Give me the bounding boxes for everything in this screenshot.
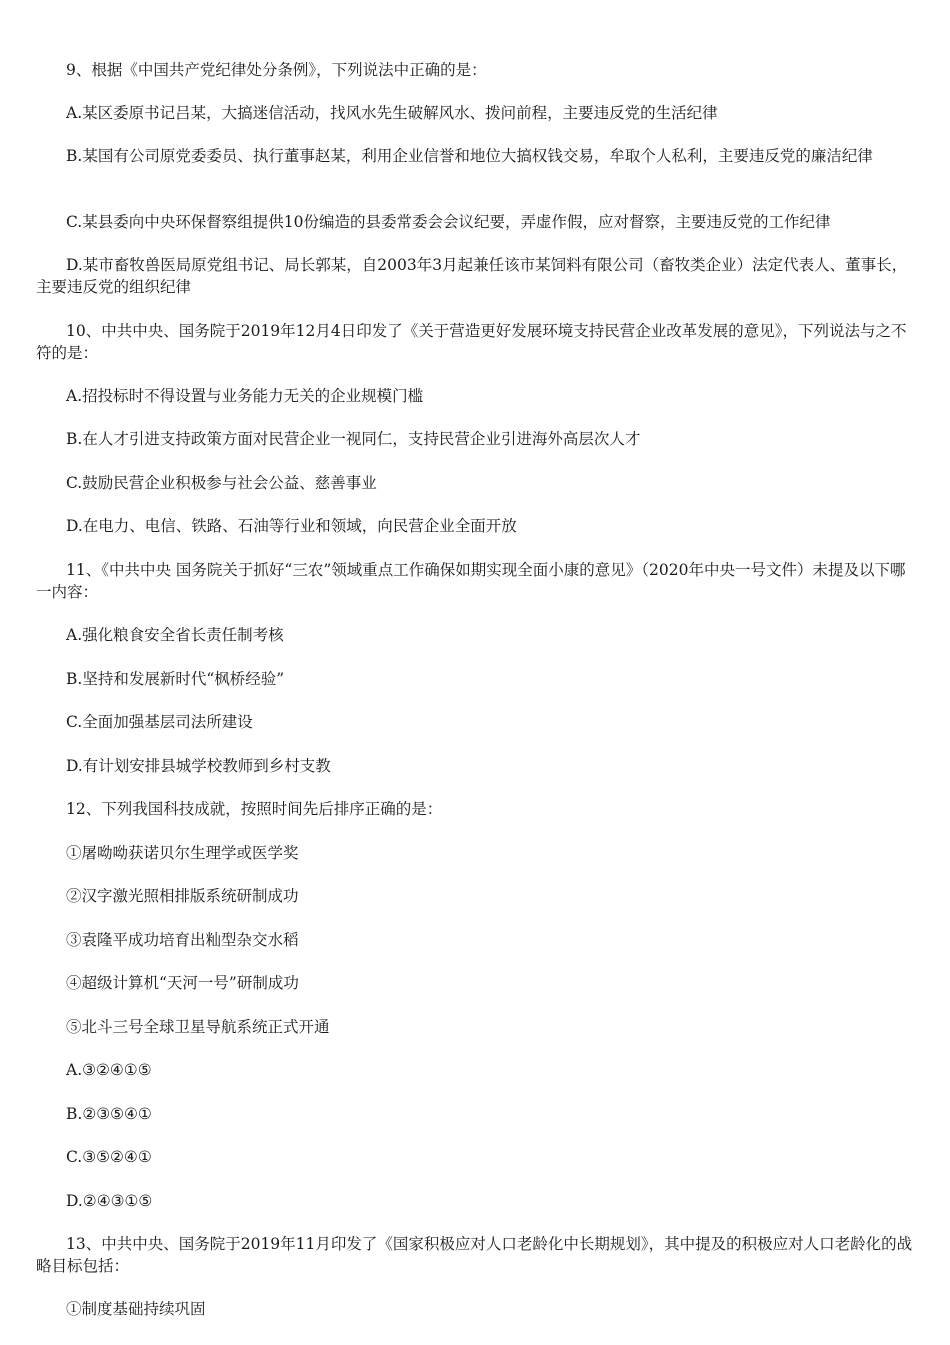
question-10-stem: 10、中共中央、国务院于2019年12月4日印发了《关于营造更好发展环境支持民营企业改革发展的意见》，下列说法与之不符的是： [36,322,907,362]
question-12-option-c: C.③⑤②④① [66,1148,152,1166]
question-12-option-a: A.③②④①⑤ [66,1061,152,1079]
question-10-option-d: D.在电力、电信、铁路、石油等行业和领域，向民营企业全面开放 [66,517,517,535]
question-11-option-d: D.有计划安排县城学校教师到乡村支教 [66,757,331,775]
question-12-item-3: ③袁隆平成功培育出籼型杂交水稻 [66,931,299,949]
question-9-option-b: B.某国有公司原党委委员、执行董事赵某，利用企业信誉和地位大搞权钱交易，牟取个人私利，主要违反党的廉洁纪律 [66,147,873,165]
question-11-stem: 11、《中共中央 国务院关于抓好“三农”领域重点工作确保如期实现全面小康的意见》（2020年中央一号文件）未提及以下哪一内容： [36,561,906,601]
question-12-stem: 12、下列我国科技成就，按照时间先后排序正确的是： [66,800,443,818]
question-10-option-c: C.鼓励民营企业积极参与社会公益、慈善事业 [66,474,377,492]
question-13-stem: 13、中共中央、国务院于2019年11月印发了《国家积极应对人口老龄化中长期规划》，其中提及的积极应对人口老龄化的战略目标包括： [36,1235,913,1275]
question-10-option-a: A.招投标时不得设置与业务能力无关的企业规模门槛 [66,387,424,405]
question-13-item-1: ①制度基础持续巩固 [66,1300,206,1318]
question-12-option-b: B.②③⑤④① [66,1105,152,1123]
question-9-option-d: D.某市畜牧兽医局原党组书记、局长郭某，自2003年3月起兼任该市某饲料有限公司（畜牧类企业）法定代表人、董事长，主要违反党的组织纪律 [36,256,908,296]
question-12-item-2: ②汉字激光照相排版系统研制成功 [66,887,299,905]
question-9-stem: 9、根据《中国共产党纪律处分条例》，下列说法中正确的是： [66,61,487,79]
question-12-item-5: ⑤北斗三号全球卫星导航系统正式开通 [66,1018,330,1036]
question-12-item-4: ④超级计算机“天河一号”研制成功 [66,974,299,992]
question-9-option-a: A.某区委原书记吕某，大搞迷信活动，找风水先生破解风水、拨问前程，主要违反党的生活纪律 [66,104,718,122]
question-12-option-d: D.②④③①⑤ [66,1192,153,1210]
question-9-option-c: C.某县委向中央环保督察组提供10份编造的县委常委会会议纪要，弄虚作假，应对督察，主要违反党的工作纪律 [66,213,831,231]
question-11-option-c: C.全面加强基层司法所建设 [66,713,253,731]
question-12-item-1: ①屠呦呦获诺贝尔生理学或医学奖 [66,844,299,862]
question-10-option-b: B.在人才引进支持政策方面对民营企业一视同仁，支持民营企业引进海外高层次人才 [66,430,641,448]
question-11-option-b: B.坚持和发展新时代“枫桥经验” [66,670,285,688]
question-11-option-a: A.强化粮食安全省长责任制考核 [66,626,284,644]
